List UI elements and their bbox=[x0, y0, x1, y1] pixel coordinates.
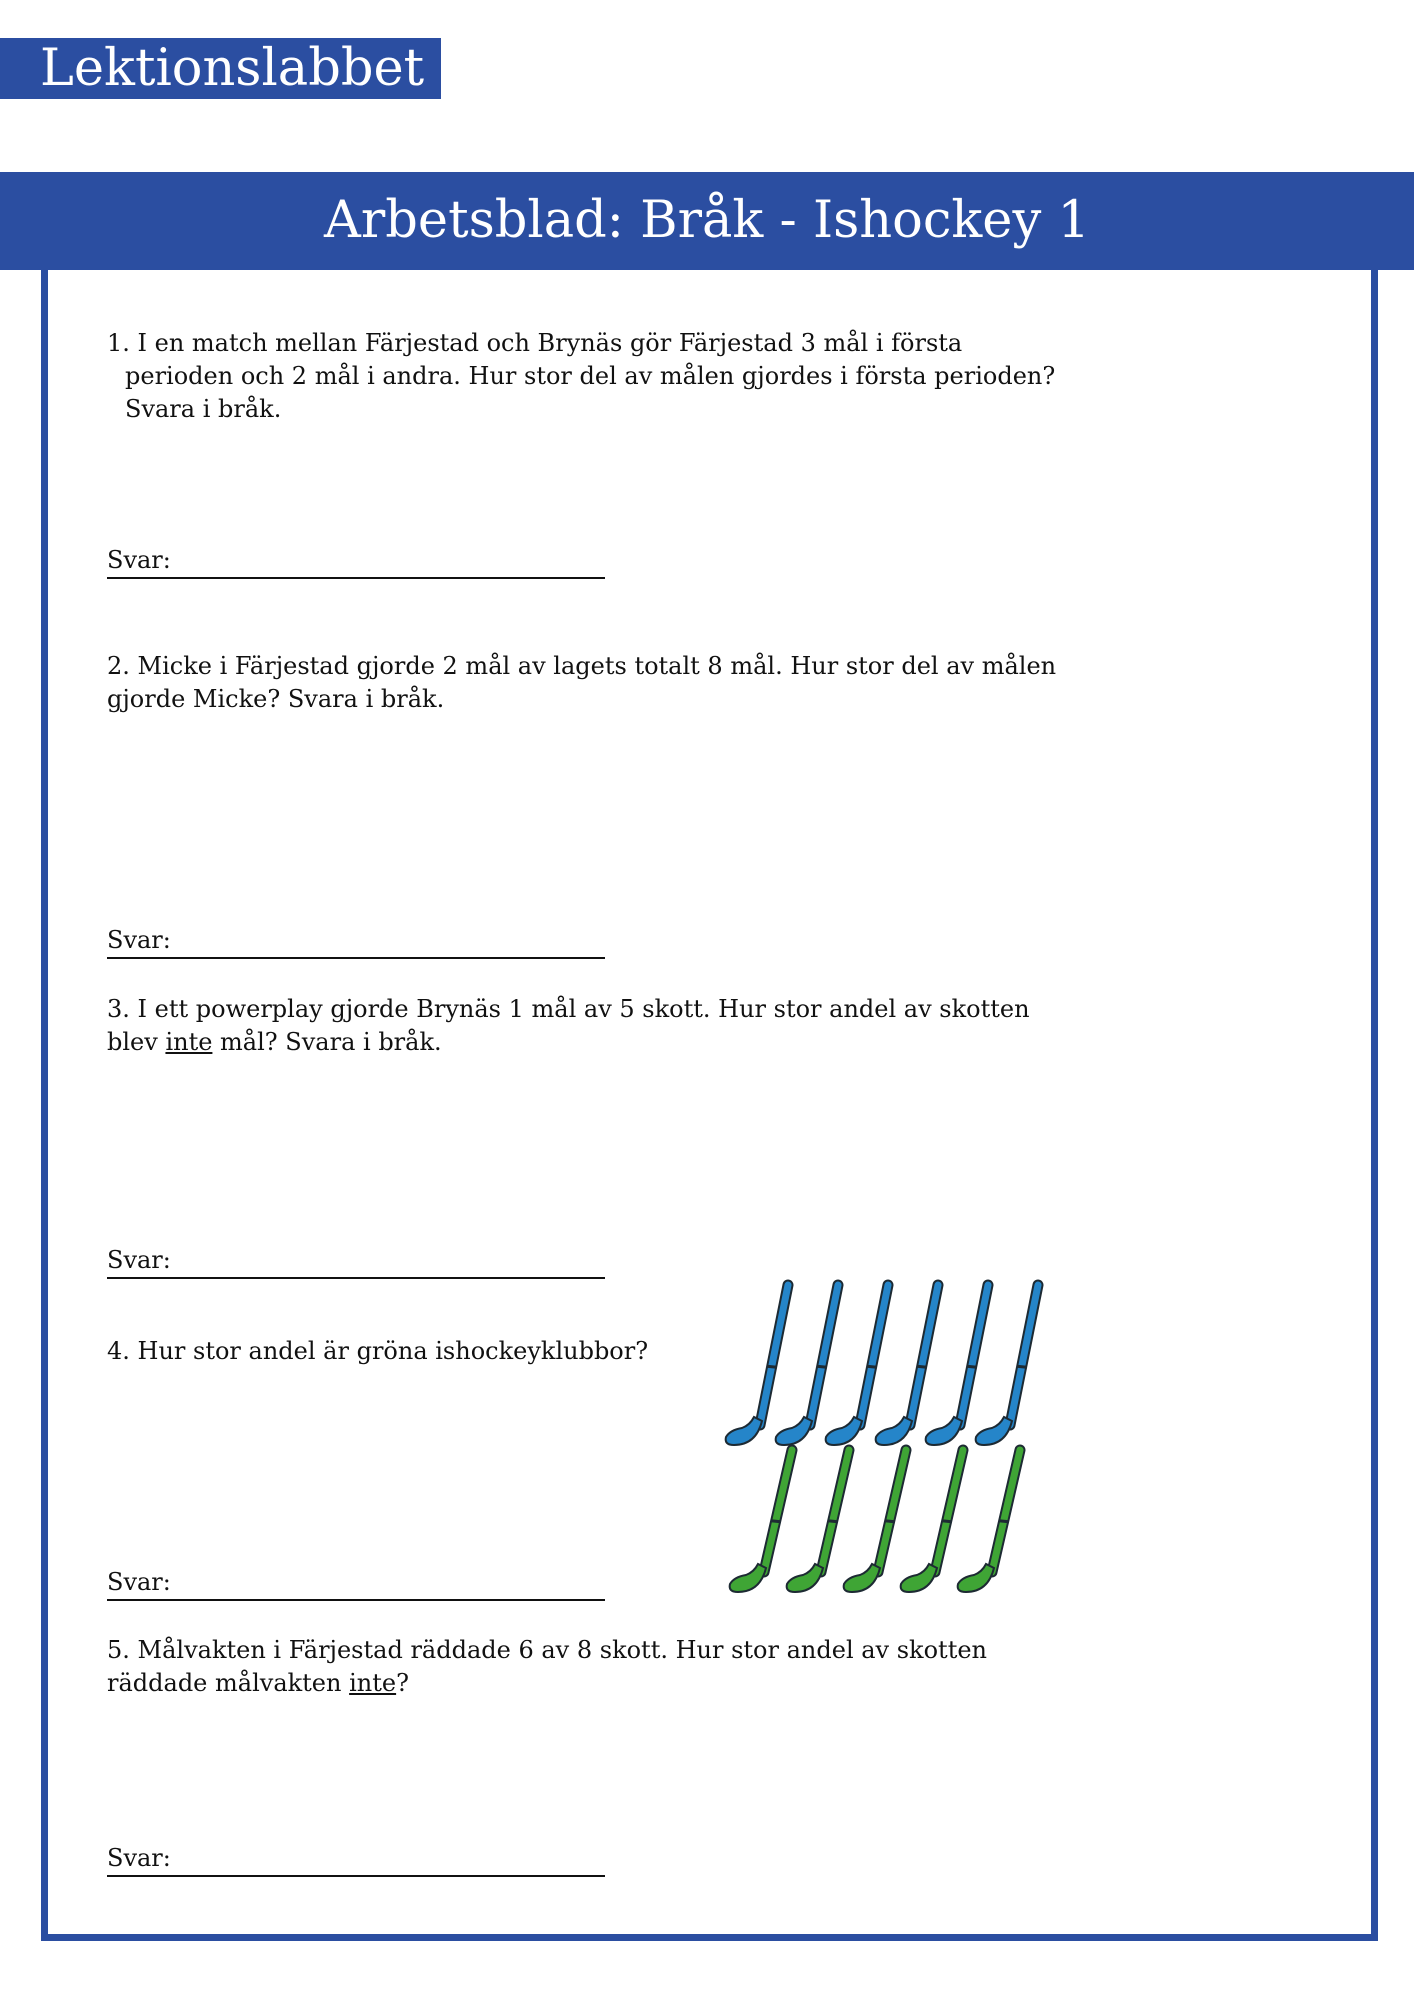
answer-label: Svar: bbox=[107, 546, 171, 574]
question-5-text-end: ? bbox=[396, 1669, 409, 1697]
question-3 bbox=[107, 993, 1057, 1059]
answer-line-1[interactable] bbox=[107, 544, 605, 579]
answer-line-4[interactable] bbox=[107, 1566, 605, 1601]
answer-label: Svar: bbox=[107, 926, 171, 954]
green-hockey-stick-icon bbox=[730, 1450, 792, 1592]
question-2: 2. Micke i Färjestad gjorde 2 mål av lagets totalt 8 mål. Hur stor del av målen gjorde Micke? Svara i bråk. bbox=[107, 652, 1057, 713]
answer-line-5[interactable] bbox=[107, 1842, 605, 1877]
question-1: 1. I en match mellan Färjestad och Brynäs gör Färjestad 3 mål i första perioden och 2 mål i andra. Hur stor del av målen gjordes i första perioden? Svara i bråk. bbox=[107, 329, 1056, 423]
hockey-sticks-illustration bbox=[720, 1275, 1070, 1605]
blue-hockey-stick-icon bbox=[726, 1285, 788, 1445]
answer-label: Svar: bbox=[107, 1568, 171, 1596]
green-hockey-stick-icon bbox=[901, 1450, 963, 1592]
answer-label: Svar: bbox=[107, 1844, 171, 1872]
question-3-text: 3. I ett powerplay gjorde Brynäs 1 mål av 5 skott. Hur stor andel av skotten blev bbox=[107, 995, 1030, 1056]
question-4: 4. Hur stor andel är gröna ishockeyklubbor? bbox=[107, 1337, 649, 1365]
green-hockey-stick-icon bbox=[844, 1450, 906, 1592]
page-title: Arbetsblad: Bråk - Ishockey 1 bbox=[0, 172, 1414, 270]
green-hockey-stick-icon bbox=[787, 1450, 849, 1592]
answer-line-2[interactable] bbox=[107, 924, 605, 959]
answer-label: Svar: bbox=[107, 1246, 171, 1274]
question-5 bbox=[107, 1634, 1057, 1700]
question-5-emphasis: inte bbox=[349, 1669, 397, 1697]
question-5-text: 5. Målvakten i Färjestad räddade 6 av 8 skott. Hur stor andel av skotten räddade målvakten bbox=[107, 1636, 987, 1697]
question-3-emphasis: inte bbox=[165, 1028, 213, 1056]
question-3-text-end: mål? Svara i bråk. bbox=[212, 1028, 442, 1056]
answer-line-3[interactable] bbox=[107, 1244, 605, 1279]
green-hockey-stick-icon bbox=[958, 1450, 1020, 1592]
brand-logo: Lektionslabbet bbox=[0, 38, 441, 99]
